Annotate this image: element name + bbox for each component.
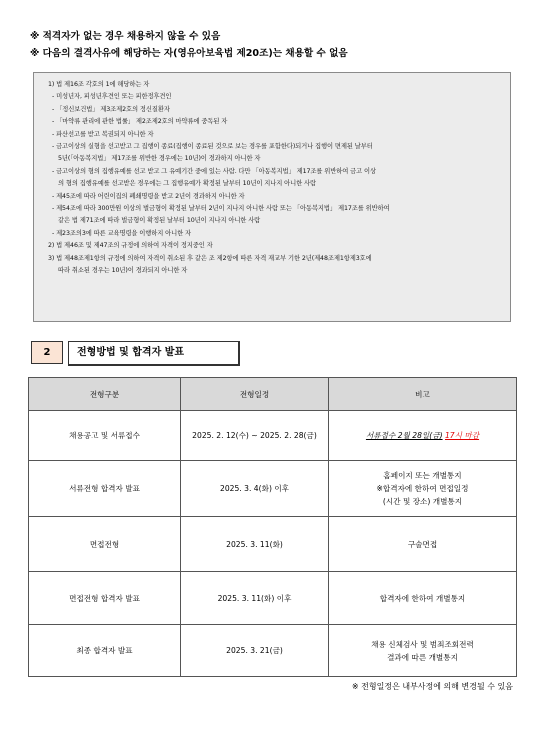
stage-cell: 면접전형 합격자 발표 [29,572,181,625]
stage-cell: 채용공고 및 서류접수 [29,411,181,461]
table-row [29,461,517,517]
criteria-line: - 미성년자, 피성년후견인 또는 피한정후견인 [52,93,172,101]
notice-line: ※ 다음의 결격사유에 해당하는 자(영유아보육법 제20조)는 채용할 수 없음 [30,48,348,59]
note-cell [329,517,517,572]
criteria-line: - 금고이상의 실형을 선고받고 그 집행이 종료(집행이 종료된 것으로 보는 경우를 포함한다)되거나 집행이 면제된 날부터 [52,143,373,151]
criteria-line: 5년(「아동복지법」 제17조를 위반한 경우에는 10년)이 경과하지 아니한 자 [58,155,261,163]
criteria-line: - 「정신보건법」 제3조제2호의 정신질환자 [52,105,170,113]
table-header-row [29,378,517,411]
notice-line: ※ 적격자가 없는 경우 채용하지 않을 수 있음 [30,31,221,42]
deadline-text: 서류접수 2월 28일(금) [365,431,443,440]
criteria-line: 따라 취소된 경우는 10년)이 경과되지 아니한 자 [58,267,188,275]
note-line: 결과에 따른 개별통지 [387,652,458,662]
table-row [29,625,517,677]
note-line: (시간 및 장소) 개별통지 [382,497,463,506]
criteria-line: - 제54조에 따라 300만원 이상의 벌금형이 확정된 날부터 2년이 지나지 아니한 사람 또는 「아동복지법」 제17조를 위반하여 [52,205,390,213]
criteria-line: - 제45조에 따라 어린이집의 폐쇄명령을 받고 2년이 경과하지 아니한 자 [52,192,245,200]
note-cell [329,572,517,625]
criteria-line: 1) 법 제16조 각호의 1에 해당하는 자 [48,81,150,88]
section-title: 전형방법 및 합격자 발표 [68,341,240,366]
date-cell: 2025. 2. 12(수) ~ 2025. 2. 28(금) [181,411,329,461]
note-line: 합격자에 한하여 개별통지 [379,593,466,603]
date-cell: 2025. 3. 11(화) 이후 [181,572,329,625]
table-row [29,572,517,625]
note-line: 채용 신체검사 및 범죄조회전력 [371,639,474,649]
table-row [29,411,517,461]
date-cell: 2025. 3. 11(화) [181,517,329,572]
header-date: 전형일정 [181,378,329,411]
deadline-time: 17시 마감 [444,431,480,440]
note-line: 구술면접 [407,539,438,549]
criteria-line: - 제23조의3에 따른 교육명령을 이행하지 아니한 자 [52,229,191,237]
note-cell [329,411,517,461]
section-number: 2 [31,341,63,364]
criteria-line: 의 형의 집행유예를 선고받은 경우에는 그 집행유예가 확정된 날부터 10년이 지나지 아니한 사람 [58,180,316,188]
disqualification-criteria-box [33,72,511,322]
date-cell: 2025. 3. 21(금) [181,625,329,677]
note-line: 홈페이지 또는 개별통지 [383,471,462,480]
note-cell [329,461,517,517]
criteria-line: 3) 법 제48조제1항의 규정에 의하여 자격이 취소된 후 같은 조 제2항에 따른 자격 재교부 기한 2년(제48조제1항제3호에 [48,254,372,262]
criteria-line: 같은 법 제71조에 따라 벌금형이 확정된 날부터 10년이 지나지 아니한 사람 [58,217,261,225]
criteria-line: - 「마약류 관리에 관한 법률」 제2조제2호의 마약류에 중독된 자 [52,118,228,126]
stage-cell: 최종 합격자 발표 [29,625,181,677]
schedule-change-footnote: ※ 전형일정은 내부사정에 의해 변경될 수 있음 [351,682,513,691]
header-stage: 전형구분 [29,378,181,411]
header-note: 비고 [329,378,517,411]
stage-cell: 면접전형 [29,517,181,572]
criteria-line: - 파산선고를 받고 복권되지 아니한 자 [52,130,154,138]
table-row [29,517,517,572]
criteria-line: 2) 법 제46조 및 제47조의 규정에 의하여 자격이 정지중인 자 [48,242,213,250]
stage-cell: 서류전형 합격자 발표 [29,461,181,517]
notice-list [30,28,520,62]
note-line: ※합격자에 한하여 면접일정 [376,484,469,493]
note-cell [329,625,517,677]
date-cell: 2025. 3. 4(화) 이후 [181,461,329,517]
selection-schedule-table [28,377,517,677]
criteria-line: - 금고이상의 형의 집행유예를 선고 받고 그 유예기간 중에 있는 사람. 다만 「아동복지법」 제17조를 위반하여 금고 이상 [52,167,376,175]
